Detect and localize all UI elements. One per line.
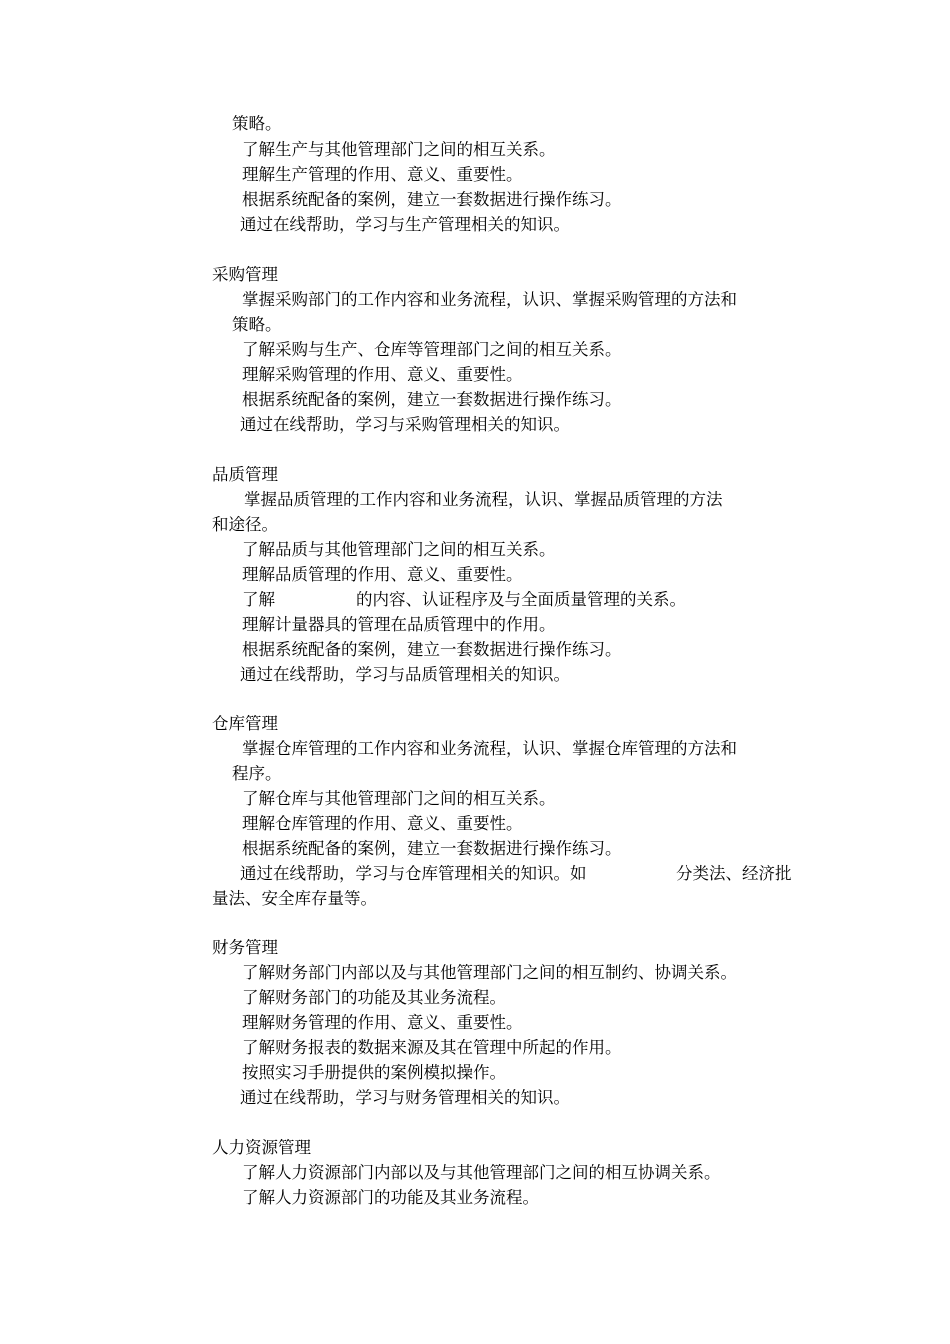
purchasing-line-3: 了解采购与生产、仓库等管理部门之间的相互关系。: [242, 340, 622, 359]
warehouse-line-6b: 分类法、经济批: [676, 864, 792, 883]
intro-line-3: 理解生产管理的作用、意义、重要性。: [242, 165, 523, 184]
quality-line-6: 理解计量器具的管理在品质管理中的作用。: [242, 615, 556, 634]
section-heading-quality: 品质管理: [212, 465, 278, 484]
quality-line-3: 了解品质与其他管理部门之间的相互关系。: [242, 540, 556, 559]
purchasing-line-5: 根据系统配备的案例，建立一套数据进行操作练习。: [242, 390, 622, 409]
quality-line-5a: 了解: [242, 590, 275, 609]
warehouse-line-6a: 通过在线帮助，学习与仓库管理相关的知识。如: [240, 864, 587, 883]
quality-line-2: 和途径。: [212, 515, 278, 534]
quality-line-7: 根据系统配备的案例，建立一套数据进行操作练习。: [242, 640, 622, 659]
warehouse-line-5: 根据系统配备的案例，建立一套数据进行操作练习。: [242, 839, 622, 858]
section-heading-purchasing: 采购管理: [212, 265, 278, 284]
section-heading-finance: 财务管理: [212, 938, 278, 957]
intro-line-4: 根据系统配备的案例，建立一套数据进行操作练习。: [242, 190, 622, 209]
quality-line-5b: 的内容、认证程序及与全面质量管理的关系。: [356, 590, 686, 609]
finance-line-3: 理解财务管理的作用、意义、重要性。: [242, 1013, 523, 1032]
warehouse-line-3: 了解仓库与其他管理部门之间的相互关系。: [242, 789, 556, 808]
hr-line-2: 了解人力资源部门的功能及其业务流程。: [242, 1188, 539, 1207]
purchasing-line-2: 策略。: [232, 315, 282, 334]
finance-line-5: 按照实习手册提供的案例模拟操作。: [242, 1063, 506, 1082]
finance-line-4: 了解财务报表的数据来源及其在管理中所起的作用。: [242, 1038, 622, 1057]
section-heading-hr: 人力资源管理: [212, 1138, 311, 1157]
intro-line-2: 了解生产与其他管理部门之间的相互关系。: [242, 140, 556, 159]
purchasing-line-6: 通过在线帮助，学习与采购管理相关的知识。: [240, 415, 570, 434]
warehouse-line-4: 理解仓库管理的作用、意义、重要性。: [242, 814, 523, 833]
hr-line-1: 了解人力资源部门内部以及与其他管理部门之间的相互协调关系。: [242, 1163, 721, 1182]
purchasing-line-1: 掌握采购部门的工作内容和业务流程，认识、掌握采购管理的方法和: [242, 290, 737, 309]
finance-line-2: 了解财务部门的功能及其业务流程。: [242, 988, 506, 1007]
intro-line-5: 通过在线帮助，学习与生产管理相关的知识。: [240, 215, 570, 234]
section-heading-warehouse: 仓库管理: [212, 714, 278, 733]
warehouse-line-7: 量法、安全库存量等。: [212, 889, 377, 908]
quality-line-4: 理解品质管理的作用、意义、重要性。: [242, 565, 523, 584]
warehouse-line-1: 掌握仓库管理的工作内容和业务流程，认识、掌握仓库管理的方法和: [242, 739, 737, 758]
purchasing-line-4: 理解采购管理的作用、意义、重要性。: [242, 365, 523, 384]
quality-line-8: 通过在线帮助，学习与品质管理相关的知识。: [240, 665, 570, 684]
finance-line-6: 通过在线帮助，学习与财务管理相关的知识。: [240, 1088, 570, 1107]
warehouse-line-2: 程序。: [232, 764, 282, 783]
quality-line-1: 掌握品质管理的工作内容和业务流程，认识、掌握品质管理的方法: [244, 490, 723, 509]
intro-line-1: 策略。: [232, 114, 282, 133]
finance-line-1: 了解财务部门内部以及与其他管理部门之间的相互制约、协调关系。: [242, 963, 737, 982]
